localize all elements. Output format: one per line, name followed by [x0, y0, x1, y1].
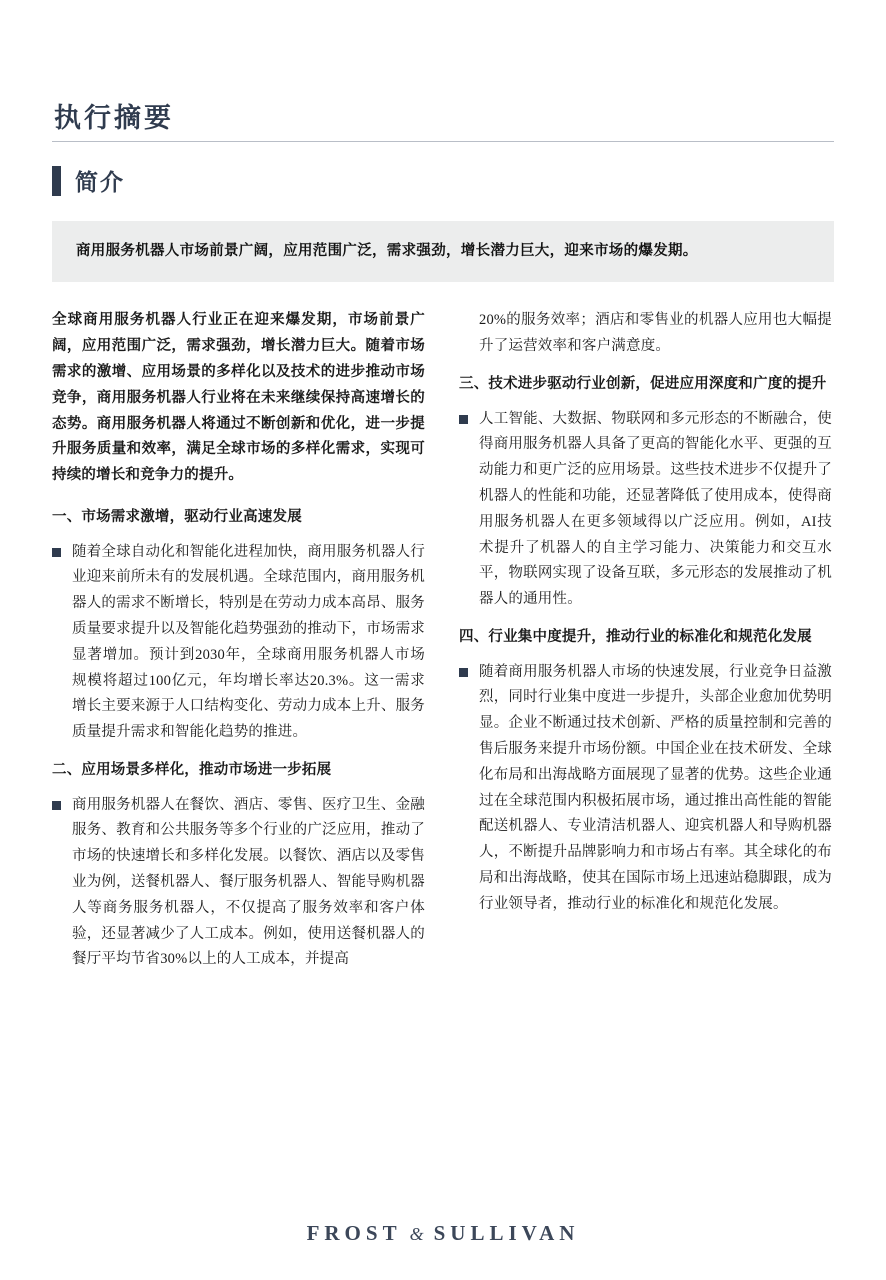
subsection-heading-1: 一、市场需求激增，驱动行业高速发展: [52, 508, 302, 525]
bullet-item: [52, 793, 425, 974]
left-column: [52, 308, 425, 985]
section-title: 简介: [75, 170, 125, 195]
two-column-body: [52, 308, 834, 985]
footer-ampersand: &: [409, 1224, 426, 1244]
bullet-text-2: 商用服务机器人在餐饮、酒店、零售、医疗卫生、金融服务、教育和公共服务等多个行业的广泛应用，推动了市场的快速增长和多样化发展。以餐饮、酒店以及零售业为例，送餐机器人、餐厅服务机器人、智能导购机器人等商务服务机器人，不仅提高了服务效率和客户体验，还显著减少了人工成本。例如，使用送餐机器人的餐厅平均节省30%以上的人工成本，并提高: [72, 796, 425, 968]
chapter-divider: [52, 141, 834, 142]
bullet-text-1: 随着全球自动化和智能化进程加快，商用服务机器人行业迎来前所未有的发展机遇。全球范围内，商用服务机器人的需求不断增长，特别是在劳动力成本高昂、服务质量要求提升以及智能化趋势强劲的推动下，市场需求显著增加。预计到2030年，全球商用服务机器人市场规模将超过100亿元，年均增长率达20.3%。这一需求增长主要来源于人口结构变化、劳动力成本上升、服务质量提升需求和智能化趋势的推进。: [72, 543, 425, 741]
chapter-title: 执行摘要: [54, 103, 174, 133]
footer-brand-left: FROST: [306, 1221, 402, 1245]
bullet-item: [52, 540, 425, 746]
section-accent-bar: [52, 166, 61, 196]
bullet-item: [459, 407, 832, 613]
callout-box: [52, 221, 834, 282]
footer-brand-right: SULLIVAN: [433, 1221, 580, 1245]
subsection-heading-2: 二、应用场景多样化，推动市场进一步拓展: [52, 761, 332, 778]
square-bullet-icon: [459, 668, 468, 677]
callout-text: 商用服务机器人市场前景广阔，应用范围广泛，需求强劲，增长潜力巨大，迎来市场的爆发期。: [76, 243, 698, 259]
bullet-text-4: 随着商用服务机器人市场的快速发展，行业竞争日益激烈，同时行业集中度进一步提升，头部企业愈加优势明显。企业不断通过技术创新、严格的质量控制和完善的售后服务来提升市场份额。中国企业在技术研发、全球化布局和出海战略方面展现了显著的优势。这些企业通过在全球范围内积极拓展市场，通过推出高性能的智能配送机器人、专业清洁机器人、迎宾机器人和导购机器人，不断提升品牌影响力和市场占有率。其全球化的布局和出海战略，使其在国际市场上迅速站稳脚跟，成为行业领导者，推动行业的标准化和规范化发展。: [479, 663, 832, 912]
square-bullet-icon: [52, 548, 61, 557]
bullet-item: [459, 660, 832, 918]
lead-paragraph: 全球商用服务机器人行业正在迎来爆发期，市场前景广阔，应用范围广泛，需求强劲，增长潜力巨大。随着市场需求的激增、应用场景的多样化以及技术的进步推动市场竞争，商用服务机器人行业将在未来继续保持高速增长的态势。商用服务机器人将通过不断创新和优化，进一步提升服务质量和效率，满足全球市场的多样化需求，实现可持续的增长和竞争力的提升。: [52, 312, 425, 484]
subsection-heading-3: 三、技术进步驱动行业创新，促进应用深度和广度的提升: [459, 375, 827, 392]
bullet-text-3: 人工智能、大数据、物联网和多元形态的不断融合，使得商用服务机器人具备了更高的智能化水平、更强的互动能力和更广泛的应用场景。这些技术进步不仅提升了机器人的性能和功能，还显著降低了使用成本，使得商用服务机器人在更多领域得以广泛应用。例如，AI技术提升了机器人的自主学习能力、决策能力和交互水平，物联网实现了设备互联，多元形态的发展推动了机器人的通用性。: [479, 410, 832, 608]
subsection-heading-4: 四、行业集中度提升，推动行业的标准化和规范化发展: [459, 628, 812, 645]
square-bullet-icon: [52, 801, 61, 810]
square-bullet-icon: [459, 415, 468, 424]
continuation-paragraph: 20%的服务效率；酒店和零售业的机器人应用也大幅提升了运营效率和客户满意度。: [479, 312, 832, 355]
page-footer: [0, 1221, 886, 1246]
right-column: [459, 308, 832, 929]
section-heading: [52, 164, 834, 197]
